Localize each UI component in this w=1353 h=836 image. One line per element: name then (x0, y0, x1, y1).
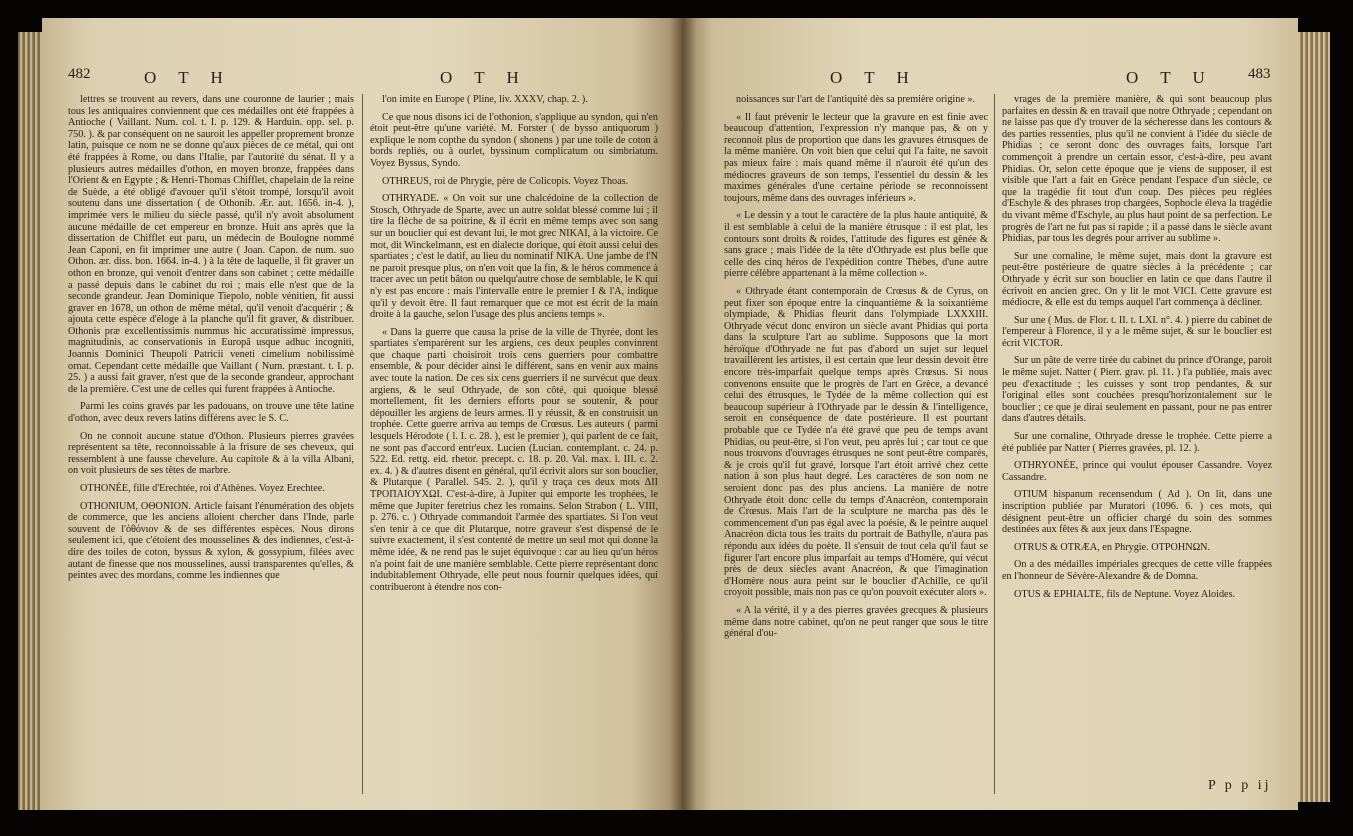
signature-mark: P p p ij (1208, 778, 1272, 793)
paragraph: Sur une cornaline, Othryade dresse le trophée. Cette pierre a été publiée par Natter ( Pierres gravées, pl. 12. ). (1002, 431, 1272, 454)
paragraph: On ne connoit aucune statue d'Othon. Plusieurs pierres gravées représentent sa tête, reconnoissable à la frisure de ses cheveux, qui ressemblent à une fausse chevelure. Au capitole & à la villa Albani, on voit plusieurs de ses têtes de marbre. (68, 430, 354, 477)
left-column-1 (68, 94, 354, 588)
left-page (42, 18, 682, 810)
paragraph: Sur une ( Mus. de Flor. t. II. t. LXI. n°. 4. ) pierre du cabinet de l'empereur à Florence, il y a le même sujet, & sur le bouclier est écrit VICTOR. (1002, 314, 1272, 349)
entry-otium: OTIUM hispanum recensendum ( Ad ). On lit, dans une inscription publiée par Muratori (1096. 6. ) ces mots, qui désignent peut-être un officier chargé du soin des sommes destinées aux fêtes & aux jeux dans l'Espagne. (1002, 489, 1272, 536)
entry-otrus: OTRUS & OTRÆA, en Phrygie. ΟΤΡΟΗΝΩΝ. (1014, 541, 1211, 553)
paragraph: « A la vérité, il y a des pierres gravées grecques & plusieurs même dans notre cabinet, qu'on ne peut ranger que sous le titre général d'ou- (724, 604, 988, 640)
entry-othryade: OTHRYADE. « On voit sur une chalcédoine de la collection de Stosch, Othryade de Sparte, avec un autre soldat blessé comme lui ; il tire la flèche de sa poitrine, & il écrit en même temps avec son sang sur un bouclier qui est devant lui, le mot grec ΝΙΚΑΙ, à la victoire. Ce mot, dit Winckelmann, est en dialecte dorique, qui étoit aussi celui des spartiates ; c'est le datif, au lieu du nominatif ΝΙΚΑ. Une jambe de l'N ne paroit presque plus, on n'en voit que la fin, & le héros commence à tracer avec un petit bâton ou quelqu'autre chose de semblable, le K qui n'y est pas encore : mais l'intervalle entre le premier I & l'A, indique qu'il y devoit être. Il faut remarquer que ce mot est écrit de la main droite à la gauche, selon l'usage des plus anciens temps ». (370, 193, 658, 321)
paragraph: On a des médailles impériales grecques de cette ville frappées en l'honneur de Sévère-Alexandre & de Domna. (1002, 559, 1272, 582)
paragraph: « Le dessin y a tout le caractère de la plus haute antiquité, & il est semblable à celui de la manière étrusque : il est plat, les contours sont droits & roides, l'attitude des figures est gênée & sans grace ; mais l'idée de la tête d'Othryade est plus belle que celle des cinq héros de l'expédition contre Thèbes, d'une autre pierre célèbre appartenant à la même collection ». (724, 210, 988, 280)
paragraph: « Il faut prévenir le lecteur que la gravure en est finie avec beaucoup d'attention, l'expression n'y manque pas, & on y reconnoit plus de proportion que dans les gravures étrusques de la même manière. On voit bien que celui qui l'a faite, ne savoit pas mieux faire : mais quand même il n'auroit été qu'un des médiocres graveurs de son temps, l'essentiel du dessin & les maximes générales d'une certaine période se reconnoissent toujours, même dans des ouvrages inférieurs ». (724, 111, 988, 204)
paragraph: Parmi les coins gravés par les padouans, on trouve une tête latine d'othon, avec deux revers latins différens avec le S. C. (68, 401, 354, 425)
paragraph: « Dans la guerre que causa la prise de la ville de Thyrée, dont les spartiates s'emparèrent sur les argiens, ces deux peuples convinrent que chaque parti choisiroit trois cens guerriers pour combattre ensemble, & pour décider ainsi le différent, sans en venir aux mains avec toute la nation. De ces six cens guerriers il ne survécut que deux argiens, & le seul Othryade, de son côté, qui quoique blessé mortellement, fit les derniers efforts pour se soutenir, & pour dépouiller les argiens de leurs armes. Il y réussit, & en construisit un trophée. Cette guerre arriva au temps de Crœsus. Les auteurs ( parmi lesquels Hérodote ( l. I. c. 28. ), est le premier ), qui parlent de ce fait, ne sont pas d'accord entr'eux. Lucien (Lucian. contemplant. c. 24. p. 522. Ed. rettg. eid. rhetor. precept. c. 18. p. 20. Val. max. l. III. c. 2. ex. 4. ) & d'autres disent en général, qu'il écrivit alors sur son bouclier, & Plutarque ( Parallel. 545. 2. ), qu'il y traça ces deux mots ΔΙΙ ΤΡΟΠΑΙΟΥΧΩΙ. C'est-à-dire, à Jupiter qui emporte les trophées, le même que Jupiter feretrius chez les romains. Selon Strabon ( L. VIII, p. 276. c. ) Othryade commandoit l'armée des spartiates. Si l'on veut s'en tenir à ce que dit Plutarque, notre graveur s'est dispensé de le suivre exactement, il s'est contenté de mettre un seul mot qui donne la même idée, & ne rend pas le sujet équivoque : car au lieu qu'un héros n'a point fait de une manière semblable. Cette pierre représentant donc indubitablement Othryade, elle peut nous fournir quelques idées, qui contribueront à étendre nos con- (370, 326, 658, 593)
running-head-right-col1: O T H (830, 68, 918, 87)
paragraph: Ce que nous disons ici de l'othonion, s'applique au syndon, qui n'en étoit peut-être qu'une variété. M. Forster ( de bysso antiquorum ) explique le nom copthe du syndon ( shonens ) par une toile de coton à bords repliés, ou à ourlet, byssinum complicatum ou simbriatum. Voyez Byssus, Syndo. (370, 111, 658, 169)
paragraph: noissances sur l'art de l'antiquité dès sa première origine ». (736, 94, 976, 105)
running-head-left-col1: O T H (144, 68, 232, 87)
paragraph: Sur un pâte de verre tirée du cabinet du prince d'Orange, paroit le même sujet. Natter ( Pierr. grav. pl. 11. ) l'a publiée, mais avec peu d'exactitude ; les cuisses y sont trop pendantes, & sur l'original elles sont couchées presqu'horizontalement sur le bouclier ; ce que je dirai seulement en passant, pour ne pas entrer dans d'autres détails. (1002, 355, 1272, 425)
paragraph: lettres se trouvent au revers, dans une couronne de laurier ; mais tous les antiquaires conviennent que ces médailles ont été frappées à Antioche ( Vaillant. Num. col. t. I. p. 129. & Harduin. opp. sel. p. 750. ). & par conséquent on ne sauroit les appeller proprement bronze latin, puisque ce nom ne se donne qu'aux pièces de ce métal, qui ont été frappées à Rome, ou dans l'Italie, par l'autorité du sénat. Il y a plusieurs autres médailles d'othon, en moyen bronze, frappées dans l'Orient & en Egypte ; & Henri-Thomas Chifflet, chapelain de la reine de Suède, a été obligé d'avouer qu'il s'étoit trompé, lorsqu'il avoit soutenu dans une dissertation ( de Othonib. Ær. aut. 1656. in-4. ), imprimée vers le milieu du siècle passé, qu'il n'y avoit absolument aucune médaille de cet empereur en bronze. Huit ans après que la dissertation de Chifflet eut paru, un médecin de Boulogne nommé Jean Caponi, en fit imprimer une autre ( Joan. Capon. de num. suo Othon. ær. diss. bon. 1664. in-4. ) à la tête de laquelle, il fit graver un othon en bronze, qui venoit d'entrer dans son cabinet ; cette médaille a passé depuis dans le cabinet du roi ; mais elle n'est que de la seconde grandeur. Jean Dominique Tiepolo, noble vénitien, fit aussi graver en 1678, un othon de même métal, qu'il venoit d'acquérir ; & ajouta cette espèce d'éloge à la planche qu'il fit graver, & distribuer. Othonis præ excellentissimis nummus hic accuratissimè impressus, magnitudinis, ac conservationis in Europâ usque adhuc incogniti, Joannis Dominici Theupoli Patricii veneti cimelium nobilissimè ornat. Cependant cette médaille que Vaillant ( Num. præstant. t. I. p. 25. ) a aussi fait graver, n'est que de la seconde grandeur, approchant de la première. C'est une de celles qui furent frappées à Antioche. (68, 94, 354, 395)
left-column-2 (370, 94, 658, 599)
running-head-left-col2: O T H (440, 68, 528, 87)
paragraph: « Othryade étant contemporain de Crœsus & de Cyrus, on peut fixer son époque entre la cinquantième & la soixantième olympiade, & Phidias fleurit dans l'olympiade LXXXIII. Othryade vécut donc environ un siècle avant Phidias qui porta dans la sculpture l'art au sublime. Supposons que la mort héroïque d'Othryade ne fut pas d'abord un sujet sur lequel travaillèrent les artistes, il est certain que leur dessin devoit être encore très-imparfait quelque temps après Crœsus. Si nous convenons ensuite que le progrès de l'art en Grèce, a devancé celui des étrusques, le Tydée de la même collection qui est beaucoup supérieur à l'Othryade par le dessin & l'intelligence, seroit en conséquence de date postérieure. Il est pourtant probable que ce Tydée n'a été gravé que peu de temps avant Phidias, ou peut-être, si l'on veut, peu après lui ; car tout ce que nous trouvons d'ouvrages étrusques ne sont peut-être comparés, & je crois qu'il fut gravé, lorsque l'art étoit arrivé chez cette nation à son plus haut degré. Les caractères de son nom ne seroient donc pas des plus anciens. La manière de notre Othryade étoit donc celle du temps d'Anacréon, contemporain de Crœsus. Mais l'art de la sculpture ne marcha pas dès le commencement d'un pas égal avec la poésie, & le peintre auquel Anacréon dicta tous les traits du portrait de Bathylle, n'aura pas répondu aux idées du poète. Il s'ensuit de tout cela qu'il faut se figurer l'art encore plus imparfait au temps d'Homère, qui vécut près de deux siècles avant Anacréon, & que l'imagination d'Homère nous aura peint sur le bouclier d'Achille, ce qu'il croyoit possible, mais non pas ce qu'on pouvoit exécuter alors ». (724, 285, 988, 599)
book-edge-right (1296, 32, 1330, 802)
right-page (682, 18, 1298, 810)
column-rule (362, 94, 363, 794)
column-rule (994, 94, 995, 794)
entry-othonium: OTHONIUM, ΟΘΟΝΙΟΝ. Article faisant l'énumération des objets de commerce, que les anciens alloient chercher dans l'Inde, parle souvent de l'ὀθόνιον & de ses différentes espèces. Nous dirons seulement ici, que c'étoient des mousselines & des indiennes, c'est-à-dire des toiles de coton, byssus & xylon, & gossypium, filées avec autant de finesse que nos mousselines, aussi transparentes qu'elles, & peintes avec des mordans, comme les indiennes que (68, 500, 354, 582)
right-column-1 (724, 94, 988, 646)
entry-othryonee: OTHRYONÉE, prince qui voulut épouser Cassandre. Voyez Cassandre. (1002, 460, 1272, 483)
paragraph: vrages de la première manière, & qui sont beaucoup plus parfaites en dessin & en travail que notre Othryade ; cependant on ne laisse pas que d'y trouver de la sécheresse dans les contours & des parties ressenties, plus qu'il ne convient à l'idée du siècle de Phidias ; ce seront donc des ouvrages faits, lorsque l'art commençoit à prendre un certain essor, c'est-à-dire, peu avant Phidias. Or, selon cette époque que je viens de supposer, il est visible que l'art a fait en Grèce pendant l'espace d'un siècle, ce que la tragédie fit tout d'un coup. Des pièces peu réglées d'Eschyle & des phrases trop chargées, Sophocle éleva la tragédie du vivant même d'Eschyle, au plus haut point de sa perfection. Le progrès de l'art ne fut pas si rapide ; il a passé dans le siècle avant Phidias, par tous les degrés pour arriver au sublime ». (1002, 94, 1272, 245)
paragraph: l'on imite en Europe ( Pline, liv. XXXV, chap. 2. ). (382, 94, 588, 105)
page-number-left: 482 (68, 66, 91, 82)
entry-othonee: OTHONÉE, fille d'Erechtée, roi d'Athènes. Voyez Erechtee. (80, 483, 325, 494)
entry-otus: OTUS & EPHIALTE, fils de Neptune. Voyez Aloides. (1014, 588, 1236, 600)
paragraph: Sur une cornaline, le même sujet, mais dont la gravure est peut-être postérieure de quatre siècles à la précédente ; car Othryade y écrit sur son bouclier en latin ce que dans l'autre il écrivoit en ancien grec. On y lit le mot VICI. Cette gravure est médiocre, & elle est du temps auquel l'art commença à décliner. (1002, 250, 1272, 309)
book-edge-left (18, 32, 44, 810)
page-number-right: 483 (1248, 66, 1271, 82)
right-column-2 (1002, 94, 1272, 606)
book-gutter (670, 18, 696, 810)
running-head-right-col2: O T U (1126, 68, 1214, 87)
entry-othreus: OTHREUS, roi de Phrygie, père de Colicopis. Voyez Thoas. (382, 175, 629, 187)
